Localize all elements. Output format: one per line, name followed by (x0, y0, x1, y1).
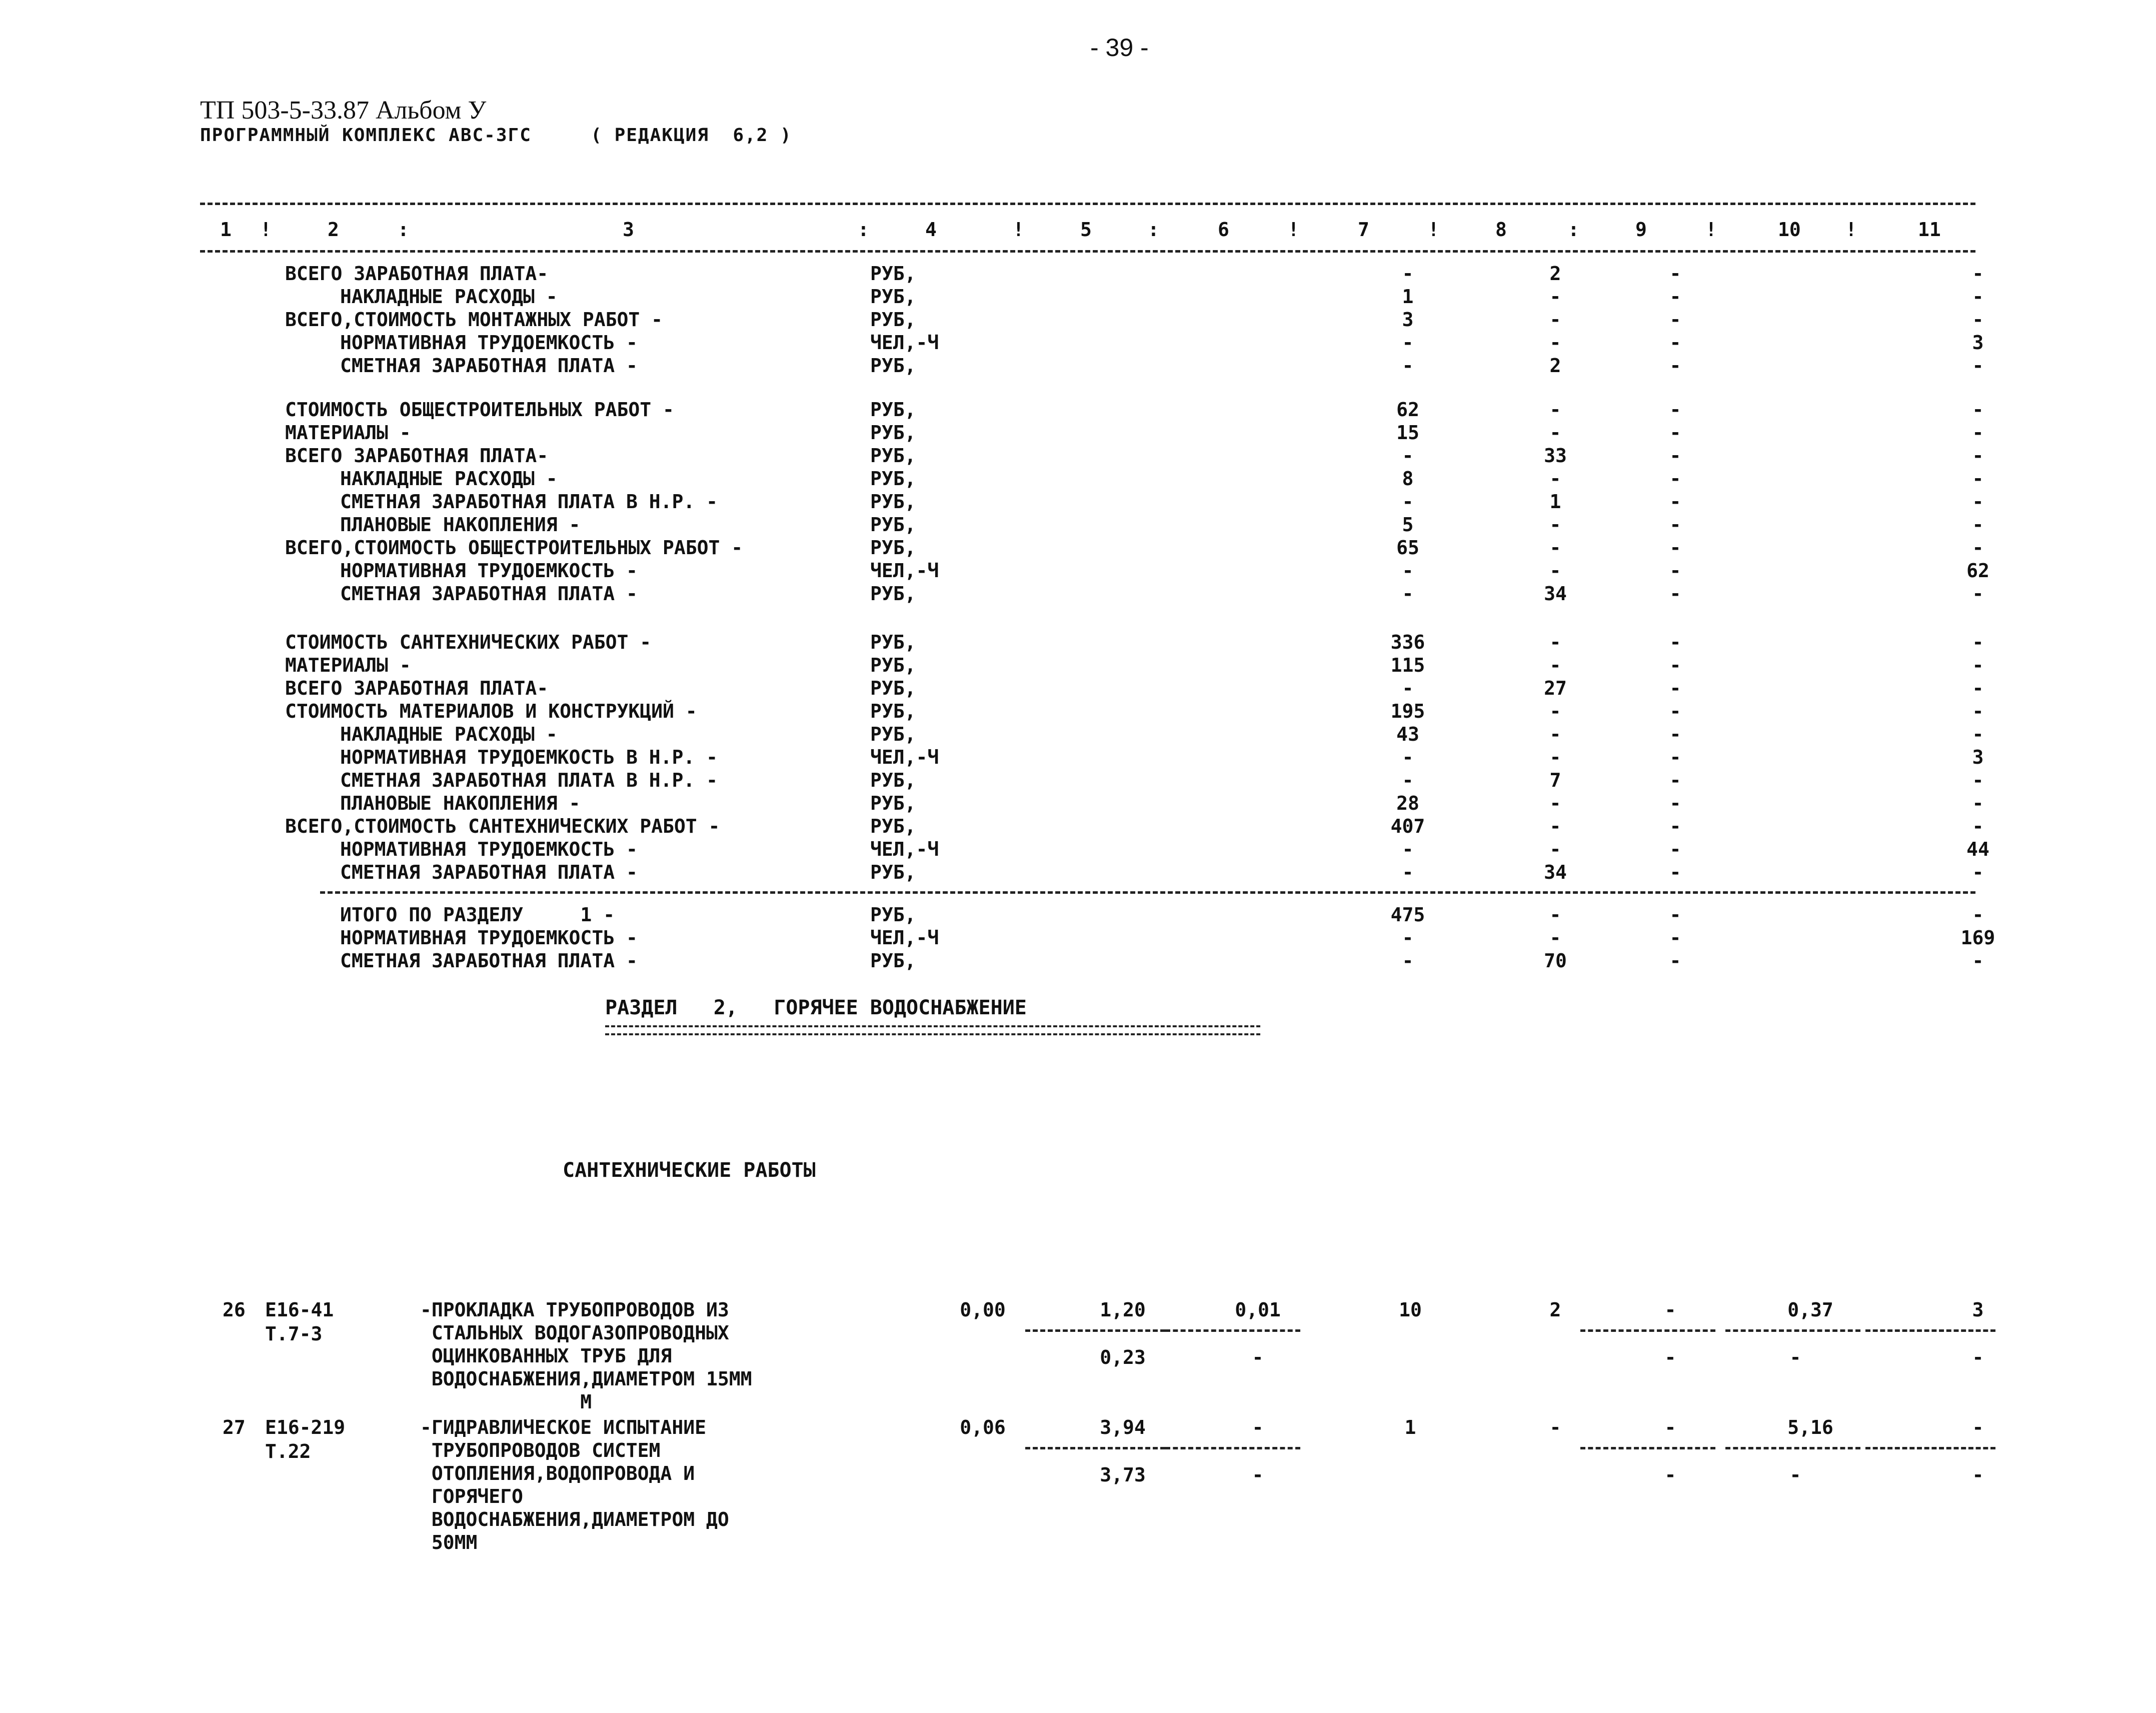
value-col-8: 1 (1549, 491, 1561, 513)
value-col-11: - (1972, 422, 1984, 444)
value-col-8: - (1549, 468, 1561, 490)
item-col-7: 1 (1404, 1416, 1416, 1438)
cell-separator-dash (1865, 1329, 1995, 1332)
value-col-9: - (1669, 723, 1681, 745)
row-label: ВСЕГО ЗАРАБОТНАЯ ПЛАТА- (285, 445, 549, 467)
row-label: ВСЕГО ЗАРАБОТНАЯ ПЛАТА- (285, 263, 549, 285)
cell-separator-dash (1165, 1447, 1300, 1449)
value-col-7: 3 (1402, 309, 1414, 331)
row-label: НОРМАТИВНАЯ ТРУДОЕМКОСТЬ - (340, 560, 638, 582)
value-col-9: - (1669, 491, 1681, 513)
value-col-11: - (1972, 723, 1984, 745)
value-col-8: 2 (1549, 355, 1561, 377)
item-description-line: ОЦИНКОВАННЫХ ТРУБ ДЛЯ (420, 1345, 672, 1367)
unit-cell: ЧЕЛ,-Ч (870, 838, 939, 860)
row-label: ПЛАНОВЫЕ НАКОПЛЕНИЯ - (340, 514, 581, 536)
row-label: МАТЕРИАЛЫ - (285, 654, 411, 676)
row-label: СТОИМОСТЬ ОБЩЕСТРОИТЕЛЬНЫХ РАБОТ - (285, 399, 674, 421)
unit-cell: ЧЕЛ,-Ч (870, 560, 939, 582)
value-col-8: - (1549, 815, 1561, 837)
unit-cell: ЧЕЛ,-Ч (870, 746, 939, 768)
column-separator: ! (1705, 219, 1717, 241)
value-col-11: - (1972, 514, 1984, 536)
row-label: НАКЛАДНЫЕ РАСХОДЫ - (340, 468, 558, 490)
item-col-7: 10 (1399, 1299, 1422, 1321)
value-col-7: - (1402, 769, 1414, 791)
value-col-9: - (1669, 746, 1681, 768)
value-col-7: 336 (1390, 631, 1425, 653)
value-col-8: - (1549, 631, 1561, 653)
value-col-7: 62 (1396, 399, 1419, 421)
item-description-line: ГОРЯЧЕГО (420, 1485, 523, 1507)
column-header-11: 11 (1918, 219, 1941, 241)
item-code: Е16-219 (265, 1416, 346, 1438)
value-col-11: - (1972, 654, 1984, 676)
value-col-11: 44 (1966, 838, 1989, 860)
item-col-9-second: - (1664, 1346, 1676, 1368)
value-col-11: - (1972, 491, 1984, 513)
cell-separator-dash (1025, 1447, 1165, 1449)
unit-cell: РУБ, (870, 445, 916, 467)
value-col-7: - (1402, 746, 1414, 768)
row-label: СМЕТНАЯ ЗАРАБОТНАЯ ПЛАТА - (340, 950, 638, 972)
value-col-11: - (1972, 631, 1984, 653)
item-description-line: ОТОПЛЕНИЯ,ВОДОПРОВОДА И (420, 1462, 695, 1484)
subsection-title: САНТЕХНИЧЕСКИЕ РАБОТЫ (563, 1159, 816, 1182)
item-col-6: - (1252, 1416, 1264, 1438)
item-col-9-second: - (1664, 1464, 1676, 1486)
row-label: ВСЕГО,СТОИМОСТЬ ОБЩЕСТРОИТЕЛЬНЫХ РАБОТ - (285, 537, 743, 559)
value-col-7: 43 (1396, 723, 1419, 745)
value-col-11: - (1972, 792, 1984, 814)
unit-cell: РУБ, (870, 355, 916, 377)
unit-cell: РУБ, (870, 700, 916, 722)
item-col-6-second: - (1252, 1464, 1264, 1486)
value-col-9: - (1669, 861, 1681, 883)
value-col-9: - (1669, 422, 1681, 444)
value-col-9: - (1669, 514, 1681, 536)
value-col-8: - (1549, 700, 1561, 722)
value-col-7: 65 (1396, 537, 1419, 559)
value-col-8: - (1549, 309, 1561, 331)
value-col-9: - (1669, 560, 1681, 582)
column-separator: : (858, 219, 869, 241)
value-col-7: - (1402, 491, 1414, 513)
column-separator: ! (1013, 219, 1024, 241)
unit-cell: РУБ, (870, 514, 916, 536)
value-col-7: - (1402, 332, 1414, 354)
value-col-9: - (1669, 631, 1681, 653)
item-col-5: 3,94 (1100, 1416, 1146, 1438)
value-col-8: - (1549, 332, 1561, 354)
page-number: - 39 - (1090, 34, 1149, 62)
value-col-9: - (1669, 654, 1681, 676)
value-col-8: 2 (1549, 263, 1561, 285)
cell-separator-dash (1865, 1447, 1995, 1449)
item-col-11-second: - (1972, 1346, 1984, 1368)
value-col-8: - (1549, 792, 1561, 814)
value-col-8: - (1549, 560, 1561, 582)
item-col-11: - (1972, 1416, 1984, 1438)
value-col-7: - (1402, 583, 1414, 605)
value-col-7: 15 (1396, 422, 1419, 444)
value-col-11: - (1972, 309, 1984, 331)
row-label: НОРМАТИВНАЯ ТРУДОЕМКОСТЬ - (340, 332, 638, 354)
item-description-line: 50ММ (420, 1531, 478, 1553)
unit-cell: РУБ, (870, 263, 916, 285)
column-separator: : (1568, 219, 1579, 241)
column-header-10: 10 (1778, 219, 1801, 241)
item-col-5-second: 3,73 (1100, 1464, 1146, 1486)
unit-cell: РУБ, (870, 950, 916, 972)
unit-cell: РУБ, (870, 861, 916, 883)
item-col-5-second: 0,23 (1100, 1346, 1146, 1368)
cell-separator-dash (1025, 1329, 1165, 1332)
value-col-11: - (1972, 583, 1984, 605)
value-col-9: - (1669, 838, 1681, 860)
value-col-7: 195 (1390, 700, 1425, 722)
cell-separator-dash (1165, 1329, 1300, 1332)
value-col-11: - (1972, 286, 1984, 308)
value-col-9: - (1669, 815, 1681, 837)
item-col-11-second: - (1972, 1464, 1984, 1486)
value-col-9: - (1669, 355, 1681, 377)
unit-cell: РУБ, (870, 491, 916, 513)
row-label: СМЕТНАЯ ЗАРАБОТНАЯ ПЛАТА - (340, 355, 638, 377)
column-separator: : (398, 219, 409, 241)
unit-cell: РУБ, (870, 769, 916, 791)
section-title: РАЗДЕЛ 2, ГОРЯЧЕЕ ВОДОСНАБЖЕНИЕ (605, 996, 1027, 1019)
table-top-rule (200, 203, 1975, 205)
value-col-11: - (1972, 537, 1984, 559)
row-label: СМЕТНАЯ ЗАРАБОТНАЯ ПЛАТА - (340, 861, 638, 883)
row-label: ВСЕГО ЗАРАБОТНАЯ ПЛАТА- (285, 677, 549, 699)
row-label: СМЕТНАЯ ЗАРАБОТНАЯ ПЛАТА В Н.Р. - (340, 491, 718, 513)
column-separator: ! (1845, 219, 1857, 241)
value-col-9: - (1669, 309, 1681, 331)
value-col-7: 28 (1396, 792, 1419, 814)
value-col-8: - (1549, 399, 1561, 421)
column-header-1: 1 (220, 219, 232, 241)
unit-cell: РУБ, (870, 631, 916, 653)
program-line: ПРОГРАММНЫЙ КОМПЛЕКС АВС-3ГС ( РЕДАКЦИЯ 6,2 ) (200, 125, 792, 146)
column-separator: ! (1288, 219, 1299, 241)
item-col-10-second: - (1789, 1346, 1801, 1368)
value-col-7: - (1402, 263, 1414, 285)
item-description-line: ВОДОСНАБЖЕНИЯ,ДИАМЕТРОМ ДО (420, 1508, 729, 1530)
value-col-11: - (1972, 904, 1984, 926)
item-description-line: М (420, 1391, 592, 1413)
value-col-9: - (1669, 769, 1681, 791)
row-label: ИТОГО ПО РАЗДЕЛУ 1 - (340, 904, 615, 926)
item-description-line: -ПРОКЛАДКА ТРУБОПРОВОДОВ ИЗ (420, 1299, 729, 1321)
value-col-8: - (1549, 514, 1561, 536)
item-code: Е16-41 (265, 1299, 334, 1321)
item-col-8: - (1549, 1416, 1561, 1438)
item-col-6: 0,01 (1235, 1299, 1281, 1321)
item-col-9: - (1664, 1416, 1676, 1438)
cell-separator-dash (1580, 1329, 1715, 1332)
item-col-5: 1,20 (1100, 1299, 1146, 1321)
value-col-11: - (1972, 445, 1984, 467)
unit-cell: ЧЕЛ,-Ч (870, 332, 939, 354)
value-col-8: - (1549, 746, 1561, 768)
cell-separator-dash (1725, 1447, 1860, 1449)
value-col-11: 3 (1972, 332, 1984, 354)
column-header-6: 6 (1218, 219, 1229, 241)
unit-cell: ЧЕЛ,-Ч (870, 927, 939, 949)
row-label: СТОИМОСТЬ САНТЕХНИЧЕСКИХ РАБОТ - (285, 631, 652, 653)
value-col-7: - (1402, 861, 1414, 883)
unit-cell: РУБ, (870, 422, 916, 444)
value-col-8: 33 (1544, 445, 1567, 467)
item-col-6-second: - (1252, 1346, 1264, 1368)
unit-cell: РУБ, (870, 286, 916, 308)
value-col-9: - (1669, 399, 1681, 421)
row-label: НОРМАТИВНАЯ ТРУДОЕМКОСТЬ - (340, 927, 638, 949)
column-separator: ! (1428, 219, 1439, 241)
value-col-7: - (1402, 355, 1414, 377)
value-col-7: 115 (1390, 654, 1425, 676)
row-label: СТОИМОСТЬ МАТЕРИАЛОВ И КОНСТРУКЦИЙ - (285, 700, 697, 722)
item-col-10-second: - (1789, 1464, 1801, 1486)
row-label: МАТЕРИАЛЫ - (285, 422, 411, 444)
value-col-11: - (1972, 769, 1984, 791)
row-label: НОРМАТИВНАЯ ТРУДОЕМКОСТЬ - (340, 838, 638, 860)
cell-separator-dash (1725, 1329, 1860, 1332)
value-col-9: - (1669, 950, 1681, 972)
item-description-line: -ГИДРАВЛИЧЕСКОЕ ИСПЫТАНИЕ (420, 1416, 706, 1438)
value-col-11: - (1972, 468, 1984, 490)
item-number: 26 (223, 1299, 246, 1321)
value-col-9: - (1669, 677, 1681, 699)
value-col-11: - (1972, 815, 1984, 837)
section-double-underline (605, 1025, 1260, 1035)
item-table-ref: Т.7-3 (265, 1323, 323, 1345)
unit-cell: РУБ, (870, 537, 916, 559)
column-header-2: 2 (328, 219, 339, 241)
column-header-8: 8 (1495, 219, 1507, 241)
value-col-11: - (1972, 263, 1984, 285)
value-col-9: - (1669, 468, 1681, 490)
unit-cell: РУБ, (870, 583, 916, 605)
value-col-7: 475 (1390, 904, 1425, 926)
column-header-9: 9 (1635, 219, 1647, 241)
value-col-8: 27 (1544, 677, 1567, 699)
item-col-4: 0,06 (960, 1416, 1006, 1438)
unit-cell: РУБ, (870, 677, 916, 699)
value-col-9: - (1669, 792, 1681, 814)
item-col-10: 5,16 (1787, 1416, 1833, 1438)
row-label: ВСЕГО,СТОИМОСТЬ САНТЕХНИЧЕСКИХ РАБОТ - (285, 815, 720, 837)
value-col-7: 407 (1390, 815, 1425, 837)
item-col-10: 0,37 (1787, 1299, 1833, 1321)
value-col-8: - (1549, 422, 1561, 444)
item-description-line: СТАЛЬНЫХ ВОДОГАЗОПРОВОДНЫХ (420, 1322, 729, 1344)
value-col-11: - (1972, 700, 1984, 722)
value-col-11: 3 (1972, 746, 1984, 768)
value-col-7: - (1402, 950, 1414, 972)
column-separator: ! (260, 219, 272, 241)
value-col-9: - (1669, 537, 1681, 559)
value-col-8: 70 (1544, 950, 1567, 972)
row-label: НАКЛАДНЫЕ РАСХОДЫ - (340, 723, 558, 745)
unit-cell: РУБ, (870, 792, 916, 814)
value-col-8: 34 (1544, 583, 1567, 605)
value-col-7: 1 (1402, 286, 1414, 308)
item-description-line: ТРУБОПРОВОДОВ СИСТЕМ (420, 1439, 661, 1461)
value-col-8: - (1549, 723, 1561, 745)
value-col-8: - (1549, 838, 1561, 860)
value-col-7: 5 (1402, 514, 1414, 536)
value-col-11: - (1972, 677, 1984, 699)
unit-cell: РУБ, (870, 723, 916, 745)
item-col-8: 2 (1549, 1299, 1561, 1321)
row-label: НОРМАТИВНАЯ ТРУДОЕМКОСТЬ В Н.Р. - (340, 746, 718, 768)
value-col-8: - (1549, 286, 1561, 308)
value-col-9: - (1669, 927, 1681, 949)
item-number: 27 (223, 1416, 246, 1438)
value-col-11: - (1972, 355, 1984, 377)
value-col-11: - (1972, 950, 1984, 972)
row-label: СМЕТНАЯ ЗАРАБОТНАЯ ПЛАТА В Н.Р. - (340, 769, 718, 791)
value-col-8: - (1549, 927, 1561, 949)
value-col-9: - (1669, 445, 1681, 467)
value-col-7: 8 (1402, 468, 1414, 490)
value-col-8: - (1549, 904, 1561, 926)
item-col-4: 0,00 (960, 1299, 1006, 1321)
value-col-7: - (1402, 560, 1414, 582)
unit-cell: РУБ, (870, 309, 916, 331)
cell-separator-dash (1580, 1447, 1715, 1449)
row-label: СМЕТНАЯ ЗАРАБОТНАЯ ПЛАТА - (340, 583, 638, 605)
value-col-7: - (1402, 927, 1414, 949)
value-col-9: - (1669, 904, 1681, 926)
value-col-11: 169 (1960, 927, 1995, 949)
item-description-line: ВОДОСНАБЖЕНИЯ,ДИАМЕТРОМ 15ММ (420, 1368, 752, 1390)
item-table-ref: Т.22 (265, 1440, 311, 1462)
value-col-9: - (1669, 700, 1681, 722)
value-col-8: 34 (1544, 861, 1567, 883)
item-col-11: 3 (1972, 1299, 1984, 1321)
column-header-4: 4 (925, 219, 937, 241)
value-col-8: - (1549, 654, 1561, 676)
value-col-7: - (1402, 838, 1414, 860)
unit-cell: РУБ, (870, 904, 916, 926)
row-label: ПЛАНОВЫЕ НАКОПЛЕНИЯ - (340, 792, 581, 814)
value-col-11: - (1972, 399, 1984, 421)
unit-cell: РУБ, (870, 815, 916, 837)
value-col-9: - (1669, 332, 1681, 354)
value-col-11: 62 (1966, 560, 1989, 582)
column-header-5: 5 (1080, 219, 1092, 241)
value-col-8: 7 (1549, 769, 1561, 791)
value-col-9: - (1669, 263, 1681, 285)
unit-cell: РУБ, (870, 399, 916, 421)
value-col-8: - (1549, 537, 1561, 559)
row-label: НАКЛАДНЫЕ РАСХОДЫ - (340, 286, 558, 308)
unit-cell: РУБ, (870, 654, 916, 676)
value-col-7: - (1402, 677, 1414, 699)
column-header-7: 7 (1358, 219, 1369, 241)
header-bottom-rule (200, 250, 1975, 253)
total-rule (320, 891, 1975, 894)
column-header-3: 3 (623, 219, 634, 241)
value-col-7: - (1402, 445, 1414, 467)
row-label: ВСЕГО,СТОИМОСТЬ МОНТАЖНЫХ РАБОТ - (285, 309, 663, 331)
item-col-9: - (1664, 1299, 1676, 1321)
column-separator: : (1148, 219, 1159, 241)
document-title: ТП 503-5-33.87 Альбом У (200, 96, 487, 125)
value-col-9: - (1669, 583, 1681, 605)
value-col-11: - (1972, 861, 1984, 883)
value-col-9: - (1669, 286, 1681, 308)
unit-cell: РУБ, (870, 468, 916, 490)
